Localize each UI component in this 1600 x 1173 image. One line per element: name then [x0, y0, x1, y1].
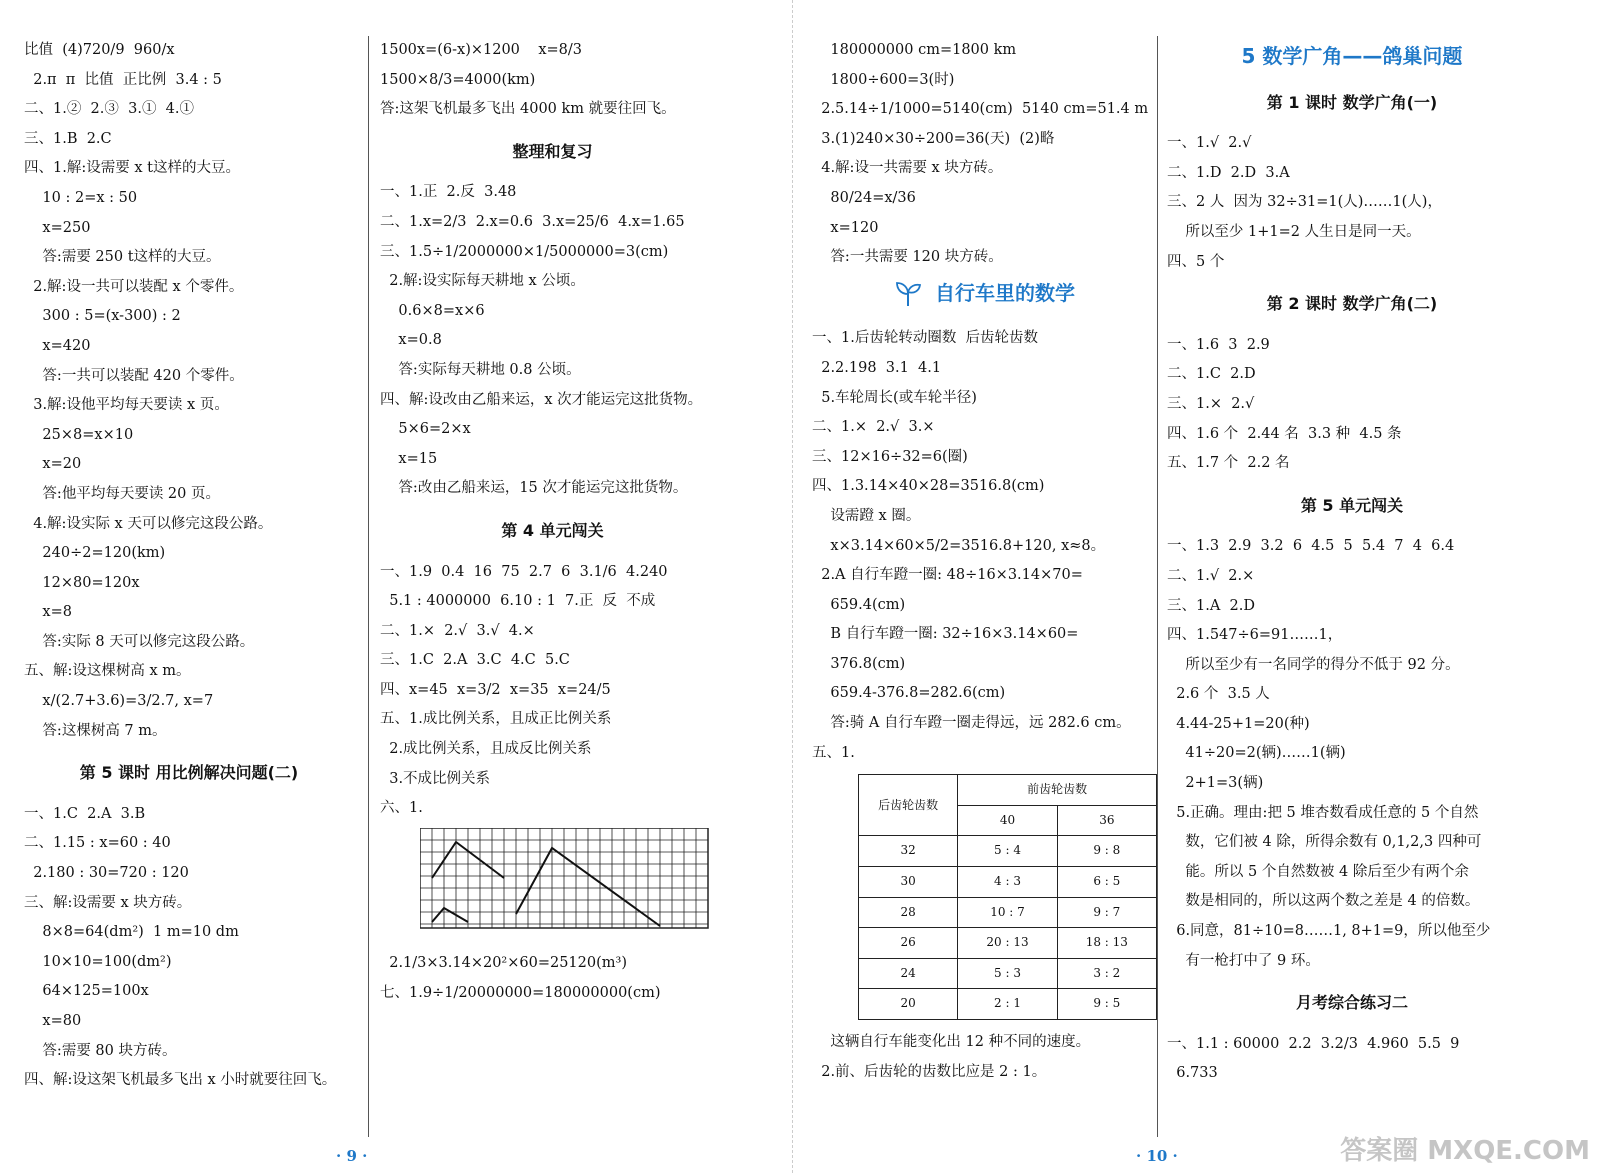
answer-line: 5×6=2×x — [380, 421, 471, 438]
table-cell: 3 : 2 — [1057, 958, 1156, 989]
answer-line: 三、1.C 2.A 3.C 4.C 5.C — [380, 652, 570, 669]
answer-line: 300 : 5=(x-300) : 2 — [24, 308, 181, 325]
answer-line: 答:实际每天耕地 0.8 公顷。 — [380, 361, 581, 378]
section-heading-unit5: 第 5 单元闯关 — [1300, 495, 1404, 515]
answer-block-8 — [812, 324, 1157, 768]
page-number-right: · 10 · — [1136, 1147, 1178, 1165]
answer-block-12 — [1167, 532, 1537, 976]
section-heading-lesson1: 第 1 课时 数学广角(一) — [1266, 92, 1438, 112]
table-cell: 9 : 7 — [1057, 897, 1156, 928]
table-row-header: 后齿轮齿数 — [859, 775, 958, 836]
answer-line: x/(2.7+3.6)=3/2.7, x=7 — [24, 693, 214, 710]
answer-line: 10 : 2=x : 50 — [24, 189, 138, 206]
answer-line: 2+1=3(辆) — [1167, 775, 1264, 792]
gear-ratio-table — [858, 774, 1157, 1020]
answer-block-10 — [1167, 129, 1537, 277]
answer-line: 一、1.后齿轮转动圈数 后齿轮齿数 — [812, 330, 1039, 347]
table-cell: 20 : 13 — [958, 928, 1057, 959]
answer-line: 3.不成比例关系 — [380, 770, 491, 787]
answer-line: 一、1.正 2.反 3.48 — [380, 184, 517, 201]
answer-line: 四、x=45 x=3/2 x=35 x=24/5 — [380, 681, 611, 698]
table-cell: 6 : 5 — [1057, 867, 1156, 898]
answer-line: 240÷2=120(km) — [24, 545, 166, 562]
table-cell: 30 — [859, 867, 958, 898]
page-number-left: · 9 · — [336, 1147, 368, 1165]
answer-block-1 — [24, 36, 354, 746]
answer-line: 答:这架飞机最多飞出 4000 km 就要往回飞。 — [380, 101, 676, 118]
answer-line: 2.解:设实际每天耕地 x 公顷。 — [380, 273, 585, 290]
answer-line: 1500x=(6-x)×1200 x=8/3 — [380, 42, 582, 58]
answer-line: B 自行车蹬一圈: 32÷16×3.14×60= — [812, 626, 1079, 643]
answer-line: 一、1.1 : 60000 2.2 3.2/3 4.960 5.5 9 — [1167, 1035, 1460, 1052]
section-heading-monthly: 月考综合练习二 — [1295, 993, 1408, 1013]
answer-line: 答:他平均每天要读 20 页。 — [24, 485, 220, 502]
section-heading-review: 整理和复习 — [512, 141, 593, 161]
answer-line: x=250 — [24, 219, 91, 236]
table-cell: 5 : 3 — [958, 958, 1057, 989]
answer-line: 五、解:设这棵树高 x m。 — [24, 663, 191, 680]
table-cell: 5 : 4 — [958, 836, 1057, 867]
answer-line: 二、1.√ 2.× — [1167, 567, 1255, 584]
answer-block-6 — [380, 949, 725, 1008]
table-cell: 26 — [859, 928, 958, 959]
page-fold — [792, 0, 793, 1173]
answer-line: 4.解:设一共需要 x 块方砖。 — [812, 160, 1003, 177]
table-row — [859, 867, 1157, 898]
answer-line: 四、1.6 个 2.44 名 3.3 种 4.5 条 — [1167, 425, 1402, 442]
answer-line: 5.车轮周长(或车轮半径) — [812, 389, 977, 406]
answer-line: 二、1.② 2.③ 3.① 4.① — [24, 101, 194, 118]
answer-block-5 — [380, 558, 725, 824]
answer-line: 二、1.x=2/3 2.x=0.6 3.x=25/6 4.x=1.65 — [380, 213, 685, 230]
column-2 — [380, 36, 725, 1133]
answer-line: x=420 — [24, 337, 91, 354]
column-4 — [1167, 36, 1537, 1133]
answer-line: x=15 — [380, 450, 438, 467]
tiny-triangle-shape — [432, 908, 468, 922]
answer-line: 10×10=100(dm²) — [24, 953, 172, 970]
section-heading-bicycle — [812, 279, 1157, 309]
answer-line: 12×80=120x — [24, 574, 140, 591]
answer-line: 设需蹬 x 圈。 — [812, 507, 921, 524]
watermark-logo: 答案圈 MXQE.COM — [1340, 1136, 1590, 1166]
answer-line: 七、1.9÷1/20000000=180000000(cm) — [380, 985, 661, 1002]
answer-line: 2.6 个 3.5 人 — [1167, 686, 1270, 703]
answer-line: 四、1.解:设需要 x t这样的大豆。 — [24, 160, 240, 177]
answer-block-11 — [1167, 331, 1537, 479]
answer-line: 三、12×16÷32=6(圈) — [812, 448, 968, 465]
answer-line: 能。所以 5 个自然数被 4 除后至少有两个余 — [1167, 863, 1469, 880]
answer-line: x=120 — [812, 219, 879, 236]
answer-line: 五、1.成比例关系，且成正比例关系 — [380, 711, 612, 728]
answer-line: x=0.8 — [380, 332, 442, 349]
answer-line: 五、1.7 个 2.2 名 — [1167, 455, 1290, 472]
answer-line: 一、1.6 3 2.9 — [1167, 336, 1270, 353]
page-number-left-value: 9 — [346, 1147, 357, 1165]
table-row — [859, 958, 1157, 989]
table-cell: 28 — [859, 897, 958, 928]
answer-line: 0.6×8=x×6 — [380, 302, 485, 319]
front-gear-40: 40 — [958, 805, 1057, 836]
answer-line: 四、1.3.14×40×28=3516.8(cm) — [812, 478, 1045, 495]
answer-line: 三、解:设需要 x 块方砖。 — [24, 894, 192, 911]
answer-line: 答:一共需要 120 块方砖。 — [812, 249, 1003, 266]
answer-line: 三、1.B 2.C — [24, 130, 112, 147]
answer-line: 2.A 自行车蹬一圈: 48÷16×3.14×70= — [812, 567, 1083, 584]
answer-line: 数是相同的，所以这两个数之差是 4 的倍数。 — [1167, 893, 1480, 910]
answer-block-13 — [1167, 1030, 1537, 1089]
answer-line: 比值 (4)720/9 960/x — [24, 42, 175, 58]
column-divider-right — [1157, 36, 1158, 1137]
answer-block-2 — [24, 800, 354, 1096]
table-cell: 24 — [859, 958, 958, 989]
answer-line: 答:骑 A 自行车蹬一圈走得远，远 282.6 cm。 — [812, 715, 1131, 732]
answer-line: 一、1.9 0.4 16 75 2.7 6 3.1/6 4.240 — [380, 563, 668, 580]
column-3 — [812, 36, 1157, 1133]
front-gear-36: 36 — [1057, 805, 1156, 836]
answer-line: 一、1.√ 2.√ — [1167, 135, 1252, 152]
answer-line: 三、1.A 2.D — [1167, 597, 1255, 614]
answer-line: 一、1.3 2.9 3.2 6 4.5 5 5.4 7 4 6.4 — [1167, 538, 1455, 555]
column-divider-left — [368, 36, 369, 1137]
answer-line: 1500×8/3=4000(km) — [380, 71, 536, 88]
answer-line: 6.同意，81÷10=8……1, 8+1=9，所以他至少 — [1167, 923, 1491, 940]
answer-line: 2.前、后齿轮的齿数比应是 2 : 1。 — [812, 1063, 1047, 1080]
answer-line: 659.4-376.8=282.6(cm) — [812, 685, 1006, 702]
answer-line: 8×8=64(dm²) 1 m=10 dm — [24, 924, 239, 941]
page-number-right-value: 10 — [1146, 1147, 1168, 1165]
answer-line: 一、1.C 2.A 3.B — [24, 805, 146, 822]
section-heading-unit4: 第 4 单元闯关 — [501, 520, 604, 540]
answer-line: 5.1 : 4000000 6.10 : 1 7.正 反 不成 — [380, 593, 656, 610]
answer-line: 二、1.C 2.D — [1167, 366, 1256, 383]
section-heading-lesson5: 第 5 课时 用比例解决问题(二) — [79, 763, 299, 783]
answer-line: 4.解:设实际 x 天可以修完这段公路。 — [24, 515, 273, 532]
answer-line: 1800÷600=3(时) — [812, 71, 955, 88]
table-row — [859, 928, 1157, 959]
answer-line: x=8 — [24, 604, 72, 621]
answer-line: 六、1. — [380, 800, 423, 817]
answer-line: 80/24=x/36 — [812, 189, 916, 206]
answer-line: 答:需要 80 块方砖。 — [24, 1042, 177, 1059]
answer-line: x=80 — [24, 1013, 82, 1029]
answer-line: 答:一共可以装配 420 个零件。 — [24, 367, 244, 384]
table-cell: 9 : 5 — [1057, 989, 1156, 1020]
chapter-title: 5 数学广角——鸽巢问题 — [1241, 44, 1463, 68]
answer-block-7 — [812, 36, 1157, 273]
answer-line: 2.解:设一共可以装配 x 个零件。 — [24, 278, 244, 295]
answer-line: 二、1.× 2.√ 3.× — [812, 419, 935, 436]
answer-block-9 — [812, 1028, 1157, 1087]
answer-line: 2.π π 比值 正比例 3.4 : 5 — [24, 71, 222, 88]
table-cell: 18 : 13 — [1057, 928, 1156, 959]
answer-line: 四、解:设这架飞机最多飞出 x 小时就要往回飞。 — [24, 1072, 337, 1089]
section-heading-lesson2: 第 2 课时 数学广角(二) — [1266, 294, 1438, 314]
answer-line: 这辆自行车能变化出 12 种不同的速度。 — [812, 1034, 1091, 1050]
answer-line: 三、1.5÷1/2000000×1/5000000=3(cm) — [380, 243, 669, 260]
answer-line: x×3.14×60×5/2=3516.8+120, x≈8。 — [812, 537, 1106, 554]
answer-line: 二、1.15 : x=60 : 40 — [24, 835, 171, 852]
table-row — [859, 836, 1157, 867]
table-col-header: 前齿轮齿数 — [958, 775, 1157, 806]
answer-line: 所以至少 1+1=2 人生日是同一天。 — [1167, 223, 1421, 240]
answer-line: 659.4(cm) — [812, 596, 906, 613]
table-row — [859, 897, 1157, 928]
answer-line: 四、解:设改由乙船来运，x 次才能运完这批货物。 — [380, 391, 703, 408]
grid-drawing — [420, 828, 725, 944]
answer-line: 2.成比例关系，且成反比例关系 — [380, 741, 592, 758]
answer-line: 376.8(cm) — [812, 655, 906, 672]
answer-line: 41÷20=2(辆)……1(辆) — [1167, 745, 1346, 762]
answer-line: 所以至少有一名同学的得分不低于 92 分。 — [1167, 656, 1460, 673]
answer-line: 64×125=100x — [24, 983, 149, 1000]
answer-line: 6.733 — [1167, 1065, 1218, 1082]
table-cell: 2 : 1 — [958, 989, 1057, 1020]
answer-line: 3.(1)240×30÷200=36(天) (2)略 — [812, 130, 1055, 147]
table-cell: 4 : 3 — [958, 867, 1057, 898]
answer-line: 四、1.547÷6=91……1， — [1167, 627, 1343, 644]
table-cell: 9 : 8 — [1057, 836, 1156, 867]
answer-line: 2.1/3×3.14×20²×60=25120(m³) — [380, 955, 627, 972]
answer-line: 三、1.× 2.√ — [1167, 395, 1255, 412]
answer-line: 4.44-25+1=20(种) — [1167, 715, 1310, 732]
answer-line: 2.180 : 30=720 : 120 — [24, 865, 189, 882]
sprout-icon — [894, 280, 922, 308]
table-cell: 32 — [859, 836, 958, 867]
answer-line: 答:这棵树高 7 m。 — [24, 722, 167, 739]
answer-line: 答:需要 250 t这样的大豆。 — [24, 249, 221, 266]
answer-line: 3.解:设他平均每天要读 x 页。 — [24, 397, 229, 414]
answer-line: 5.正确。理由:把 5 堆杏数看成任意的 5 个自然 — [1167, 804, 1479, 821]
answer-line: 数，它们被 4 除，所得余数有 0,1,2,3 四种可 — [1167, 834, 1482, 851]
answer-block-3 — [380, 36, 725, 125]
answer-line: 2.2.198 3.1 4.1 — [812, 359, 942, 376]
answer-line: 25×8=x×10 — [24, 426, 134, 443]
answer-line: 二、1.× 2.√ 3.√ 4.× — [380, 622, 535, 639]
table-cell: 20 — [859, 989, 958, 1020]
table-cell: 10 : 7 — [958, 897, 1057, 928]
column-1 — [24, 36, 354, 1133]
answer-block-4 — [380, 178, 725, 504]
answer-line: 答:实际 8 天可以修完这段公路。 — [24, 633, 255, 650]
answer-line: 三、2 人 因为 32÷31=1(人)……1(人)， — [1167, 194, 1442, 211]
answer-line: 2.5.14÷1/1000=5140(cm) 5140 cm=51.4 m — [812, 101, 1149, 118]
table-row — [859, 989, 1157, 1020]
answer-line: 答:改由乙船来运，15 次才能运完这批货物。 — [380, 480, 688, 497]
answer-line: 有一枪打中了 9 环。 — [1167, 952, 1320, 969]
answer-line: x=20 — [24, 456, 82, 473]
bicycle-heading-text: 自行车里的数学 — [934, 280, 1075, 305]
grid-figure — [420, 828, 710, 932]
answer-line: 五、1. — [812, 744, 855, 761]
answer-line: 四、5 个 — [1167, 253, 1225, 270]
answer-line: 180000000 cm=1800 km — [812, 42, 1017, 58]
answer-line: 二、1.D 2.D 3.A — [1167, 164, 1290, 181]
